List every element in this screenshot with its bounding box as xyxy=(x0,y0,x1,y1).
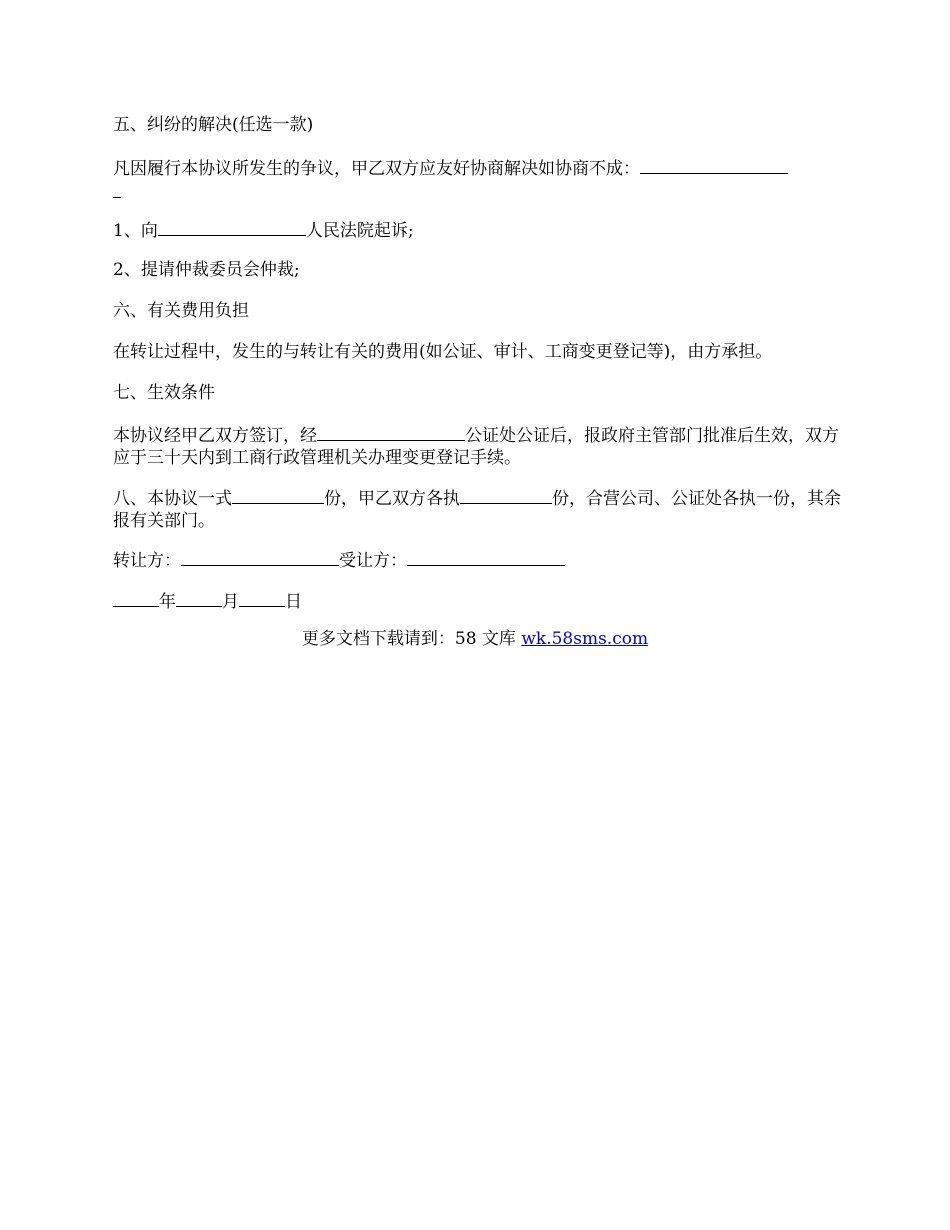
section-7-title: 七、生效条件 xyxy=(113,383,215,403)
section-8-part-2: 份，甲乙双方各执 xyxy=(324,489,460,509)
section-8-text xyxy=(113,486,853,532)
item-1-suffix: 人民法院起诉; xyxy=(305,221,414,241)
section-5-title: 五、纠纷的解决(任选一款) xyxy=(113,115,314,135)
month-blank[interactable] xyxy=(176,589,222,607)
section-5-text-body: 凡因履行本协议所发生的争议，甲乙双方应友好协商解决如协商不成： xyxy=(113,159,640,179)
section-5-text xyxy=(113,156,853,204)
day-label: 日 xyxy=(285,592,302,612)
notary-blank[interactable] xyxy=(317,423,465,441)
date-line xyxy=(113,589,853,613)
section-7-prefix: 本协议经甲乙双方签订，经 xyxy=(113,426,317,446)
day-blank[interactable] xyxy=(239,589,285,607)
footer-text: 更多文档下载请到：58 文库 xyxy=(301,629,522,649)
transferor-blank[interactable] xyxy=(181,548,339,566)
section-6-text: 在转让过程中，发生的与转让有关的费用(如公证、审计、工商变更登记等)，由方承担。 xyxy=(113,342,773,362)
transferor-label: 转让方： xyxy=(113,551,181,571)
footer-link[interactable]: wk.58sms.com xyxy=(521,629,649,649)
dispute-blank-continued xyxy=(113,180,121,198)
section-5-item-2: 2、提请仲裁委员会仲裁; xyxy=(113,260,300,280)
section-7-text xyxy=(113,423,853,469)
section-5-item-1 xyxy=(113,218,853,242)
copies-total-blank[interactable] xyxy=(232,486,324,504)
year-label: 年 xyxy=(159,592,176,612)
year-blank[interactable] xyxy=(113,589,159,607)
court-name-blank[interactable] xyxy=(158,218,306,236)
transferee-label: 受让方： xyxy=(339,551,407,571)
section-6-title: 六、有关费用负担 xyxy=(113,301,249,321)
signature-line xyxy=(113,548,853,572)
transferee-blank[interactable] xyxy=(407,548,565,566)
dispute-blank[interactable] xyxy=(640,156,788,174)
item-1-prefix: 1、向 xyxy=(113,221,158,241)
section-8-part-3: 份，合营公司、公证处各执一份，其余报有关部门。 xyxy=(113,489,841,531)
copies-each-blank[interactable] xyxy=(460,486,552,504)
month-label: 月 xyxy=(222,592,239,612)
section-8-part-1: 八、本协议一式 xyxy=(113,489,232,509)
footer xyxy=(0,628,950,650)
section-7-suffix: 公证处公证后，报政府主管部门批准后生效，双方应于三十天内到工商行政管理机关办理变更登记手续。 xyxy=(113,426,839,468)
